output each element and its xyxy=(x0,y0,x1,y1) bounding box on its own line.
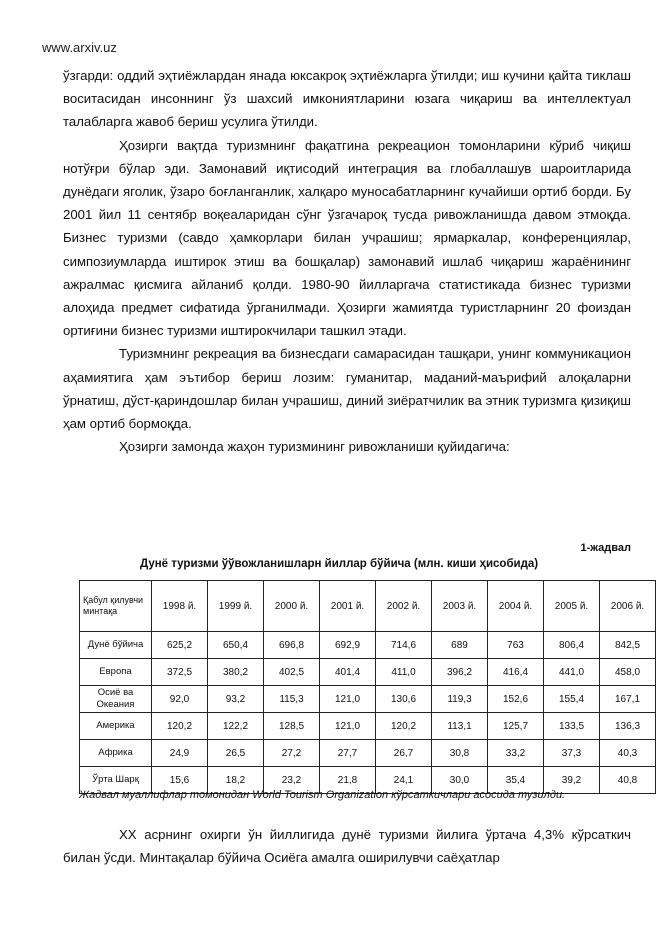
table-header-row xyxy=(80,581,656,632)
value-cell: 806,4 xyxy=(544,632,600,659)
region-cell: Америка xyxy=(80,713,152,740)
value-cell: 115,3 xyxy=(264,686,320,713)
paragraph: ўзгарди: оддий эҳтиёжлардан янада юксакроқ эҳтиёжларга ўтилди; иш кучини қайта тиклаш воситасидан инсоннинг ўз шахсий имкониятларини юзага чиқариш ва интеллектуал талабларга жавоб бериш усулига ўтилди. xyxy=(63,68,631,130)
value-cell: 121,0 xyxy=(320,686,376,713)
value-cell: 396,2 xyxy=(432,659,488,686)
value-cell: 39,2 xyxy=(544,767,600,794)
value-cell: 401,4 xyxy=(320,659,376,686)
value-cell: 125,7 xyxy=(488,713,544,740)
value-cell: 24,9 xyxy=(152,740,208,767)
paragraph: Туризмнинг рекреация ва бизнесдаги самарасидан ташқари, унинг коммуникацион аҳамиятига ҳам эътибор бериш лозим: гуманитар, маданий-маърифий алоқаларни ўрнатиш, дўст-қариндошлар билан учрашиш, диний зиёратчилик ва этник туризмга қизиқиш ҳам ортиб бормоқда. xyxy=(63,346,631,432)
value-cell: 167,1 xyxy=(600,686,656,713)
value-cell: 128,5 xyxy=(264,713,320,740)
paragraph: Ҳозирги замонда жаҳон туризмининг ривожланиши қуйидагича: xyxy=(119,439,510,455)
table-row xyxy=(80,659,656,686)
closing-text xyxy=(63,823,631,869)
year-header: 2006 й. xyxy=(600,581,656,632)
value-cell: 696,8 xyxy=(264,632,320,659)
site-url[interactable]: www.arxiv.uz xyxy=(42,40,117,55)
value-cell: 152,6 xyxy=(488,686,544,713)
value-cell: 18,2 xyxy=(208,767,264,794)
value-cell: 714,6 xyxy=(376,632,432,659)
table-note: Жадвал муаллифлар томонидан World Tourism Organization кўрсаткичлари асосида тузилди. xyxy=(79,789,566,801)
table-row xyxy=(80,686,656,713)
value-cell: 119,3 xyxy=(432,686,488,713)
year-header: 2003 й. xyxy=(432,581,488,632)
value-cell: 763 xyxy=(488,632,544,659)
value-cell: 372,5 xyxy=(152,659,208,686)
region-cell: Осиё ва Океания xyxy=(80,686,152,713)
value-cell: 93,2 xyxy=(208,686,264,713)
tourism-table xyxy=(79,580,656,794)
value-cell: 625,2 xyxy=(152,632,208,659)
value-cell: 40,3 xyxy=(600,740,656,767)
region-cell: Европа xyxy=(80,659,152,686)
year-header: 1999 й. xyxy=(208,581,264,632)
value-cell: 15,6 xyxy=(152,767,208,794)
value-cell: 692,9 xyxy=(320,632,376,659)
table-title: Дунё туризми ўўвожланишларн йиллар бўйича (млн. киши ҳисобида) xyxy=(140,558,539,570)
value-cell: 35,4 xyxy=(488,767,544,794)
value-cell: 30,8 xyxy=(432,740,488,767)
value-cell: 842,5 xyxy=(600,632,656,659)
value-cell: 33,2 xyxy=(488,740,544,767)
table-row xyxy=(80,713,656,740)
value-cell: 650,4 xyxy=(208,632,264,659)
value-cell: 40,8 xyxy=(600,767,656,794)
value-cell: 416,4 xyxy=(488,659,544,686)
value-cell: 402,5 xyxy=(264,659,320,686)
value-cell: 689 xyxy=(432,632,488,659)
value-cell: 458,0 xyxy=(600,659,656,686)
table-row xyxy=(80,740,656,767)
value-cell: 122,2 xyxy=(208,713,264,740)
value-cell: 120,2 xyxy=(152,713,208,740)
region-cell: Ўрта Шарқ xyxy=(80,767,152,794)
table-number: 1-жадвал xyxy=(580,542,631,554)
value-cell: 92,0 xyxy=(152,686,208,713)
value-cell: 30,0 xyxy=(432,767,488,794)
year-header: 2005 й. xyxy=(544,581,600,632)
value-cell: 24,1 xyxy=(376,767,432,794)
value-cell: 121,0 xyxy=(320,713,376,740)
region-cell: Дунё бўйича xyxy=(80,632,152,659)
year-header: 2004 й. xyxy=(488,581,544,632)
value-cell: 441,0 xyxy=(544,659,600,686)
table-body xyxy=(80,632,656,794)
value-cell: 113,1 xyxy=(432,713,488,740)
value-cell: 37,3 xyxy=(544,740,600,767)
value-cell: 120,2 xyxy=(376,713,432,740)
value-cell: 27,7 xyxy=(320,740,376,767)
year-header: 1998 й. xyxy=(152,581,208,632)
value-cell: 26,7 xyxy=(376,740,432,767)
year-header: 2002 й. xyxy=(376,581,432,632)
value-cell: 21,8 xyxy=(320,767,376,794)
value-cell: 27,2 xyxy=(264,740,320,767)
value-cell: 26,5 xyxy=(208,740,264,767)
main-text xyxy=(63,64,631,458)
value-cell: 380,2 xyxy=(208,659,264,686)
year-header: 2001 й. xyxy=(320,581,376,632)
year-header: 2000 й. xyxy=(264,581,320,632)
corner-header: Қабул қилувчи минтақа xyxy=(80,581,152,632)
value-cell: 133,5 xyxy=(544,713,600,740)
value-cell: 130,6 xyxy=(376,686,432,713)
paragraph: XX асрнинг охирги ўн йиллигида дунё туризми йилига ўртача 4,3% кўрсаткич билан ўсди. Минтақалар бўйича Осиёга амалга оширилувчи саёҳатлар xyxy=(63,827,631,866)
value-cell: 23,2 xyxy=(264,767,320,794)
table-row xyxy=(80,632,656,659)
value-cell: 411,0 xyxy=(376,659,432,686)
region-cell: Африка xyxy=(80,740,152,767)
value-cell: 155,4 xyxy=(544,686,600,713)
value-cell: 136,3 xyxy=(600,713,656,740)
paragraph: Ҳозирги вақтда туризмнинг фақатгина рекреацион томонларини кўриб чиқиш нотўғри бўлар эди. Замонавий иқтисодий интеграция ва глобаллашув шароитларида дунёдаги яголик, ўзаро боғланганлик, халқаро муносабатларнинг кучайиши ортиб борди. Бу 2001 йил 11 сентябр воқеаларидан сўнг ўзгачароқ тусда ривожланишда давом этмоқда. Бизнес туризми (савдо ҳамкорлари билан учрашиш; ярмаркалар, конференциялар, симпозиумларда иштирок этиш ва бошқалар) замонавий ишлаб чиқариш жараёнининг ажралмас қисмига айланиб қолди. 1980-90 йилларгача статистикада бизнес туризми алоҳида предмет сифатида ўрганилмади. Ҳозирги жамиятда туристларнинг 20 фоиздан ортиғини бизнес туризми иштирокчилари ташкил этади. xyxy=(63,137,631,339)
